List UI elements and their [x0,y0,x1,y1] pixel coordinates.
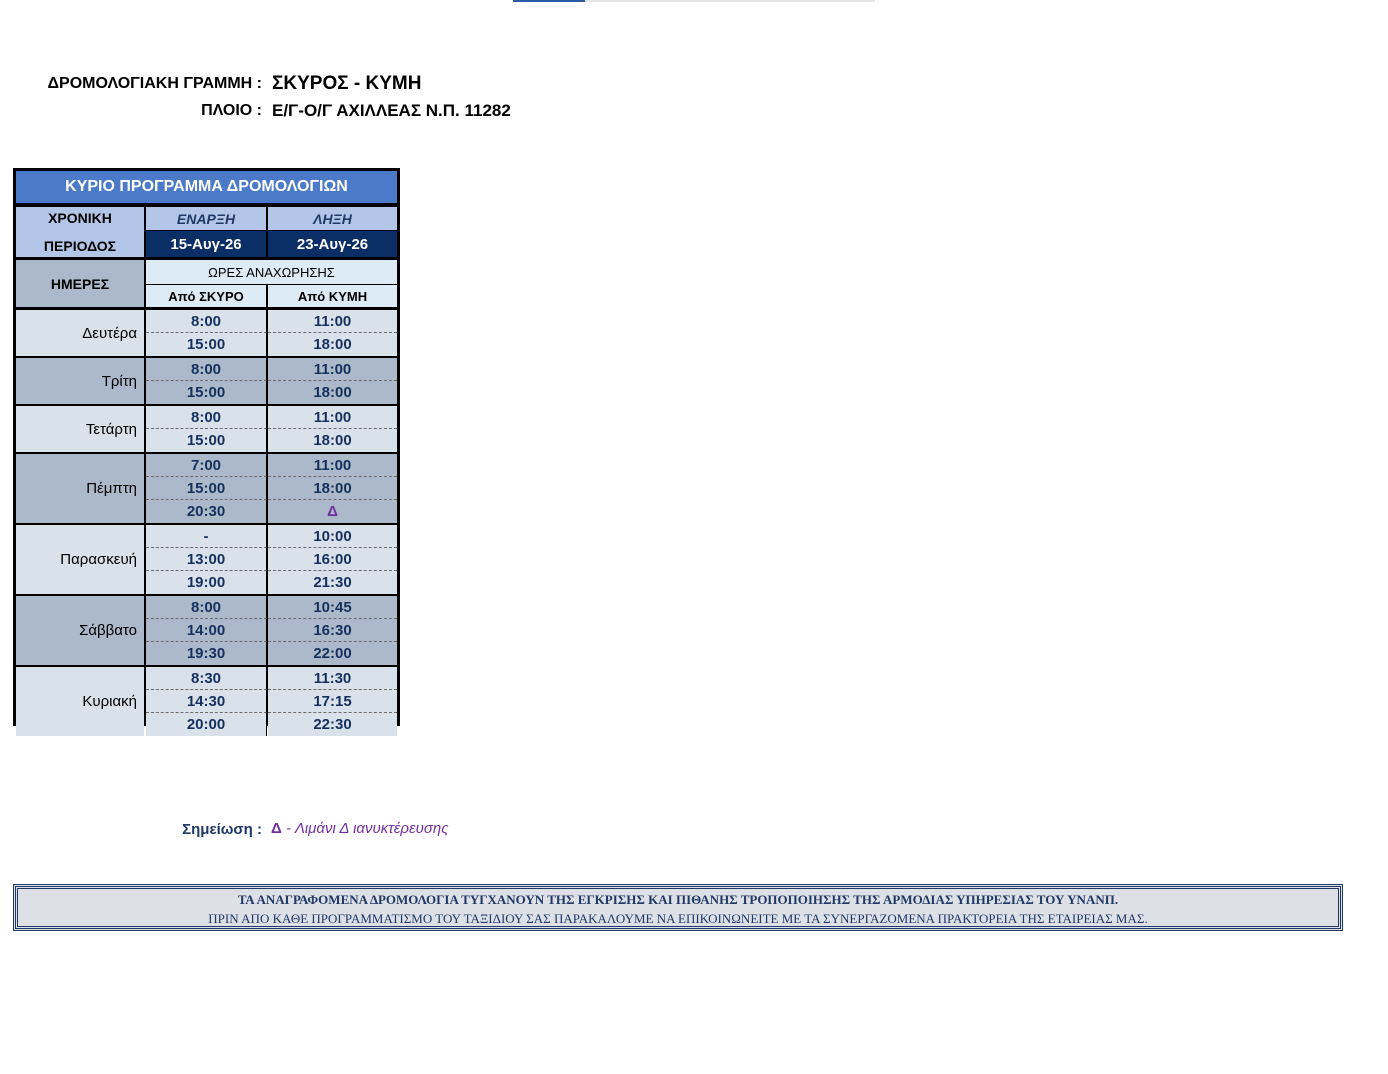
disclaimer-line-1: ΤΑ ΑΝΑΓΡΑΦΟΜΕΝΑ ΔΡΟΜΟΛΟΓΙΑ ΤΥΓΧΑΝΟΥΝ ΤΗΣ ΕΓΚΡΙΣΗΣ ΚΑΙ ΠΙΘΑΝΗΣ ΤΡΟΠΟΠΟΙΗΣΗΣ ΤΗΣ ΑΡΜΟΔΙΑΣ ΥΠΗΡΕΣΙΑΣ ΤΟΥ ΥΝΑΝΠ. [237,892,1119,907]
note-symbol: Δ [271,820,282,837]
day-name: Κυριακή [16,667,144,736]
days-label: ΗΜΕΡΕΣ [16,260,144,307]
departure-from-skyros: 15:00 [146,477,267,500]
departure-from-kymi: 11:00 [268,454,397,477]
departure-from-kymi: 18:00 [268,429,397,452]
departure-from-kymi: 18:00 [268,477,397,500]
departure-from-kymi: 11:00 [268,358,397,381]
departure-from-skyros: 15:00 [146,429,267,452]
departure-from-skyros: 15:00 [146,381,267,404]
day-name: Τρίτη [16,358,144,404]
departure-from-kymi: 18:00 [268,381,397,404]
departure-from-skyros: 7:00 [146,454,267,477]
departure-from-kymi: 17:15 [268,690,397,713]
departure-from-skyros: 19:30 [146,642,267,665]
day-name: Τετάρτη [16,406,144,452]
ship-label: ΠΛΟΙΟ : [201,102,262,119]
day-name: Δευτέρα [16,310,144,356]
schedule-title: ΚΥΡΙΟ ΠΡΟΓΡΑΜΜΑ ΔΡΟΜΟΛΟΓΙΩΝ [16,171,397,205]
departure-from-skyros: 15:00 [146,333,267,356]
departure-from-skyros: 20:30 [146,500,267,523]
start-date: 15-Αυγ-26 [146,231,266,257]
departure-from-skyros: 8:00 [146,406,267,429]
departure-from-kymi: 22:30 [268,713,397,736]
note-label: Σημείωση : [182,821,262,838]
departure-from-kymi: 22:00 [268,642,397,665]
departure-from-kymi: 16:30 [268,619,397,642]
end-label: ΛΗΞΗ [268,207,397,230]
departure-from-kymi: 10:00 [268,525,397,548]
departure-from-kymi: Δ [268,500,397,523]
departure-from-skyros: 8:00 [146,310,267,333]
end-date: 23-Αυγ-26 [268,231,397,257]
schedule-table [13,168,400,733]
departure-from-skyros: 8:30 [146,667,267,690]
departure-from-skyros: 14:30 [146,690,267,713]
route-value: ΣΚΥΡΟΣ - ΚΥΜΗ [272,73,422,94]
departure-from-skyros: 19:00 [146,571,267,594]
disclaimer-box [13,884,1343,931]
route-label: ΔΡΟΜΟΛΟΓΙΑΚΗ ΓΡΑΜΜΗ : [47,75,262,92]
departure-from-kymi: 11:30 [268,667,397,690]
start-label: ΕΝΑΡΞΗ [146,207,266,230]
departure-from-skyros: 14:00 [146,619,267,642]
from-kymi-label: Από ΚΥΜΗ [268,284,397,307]
departure-from-kymi: 16:00 [268,548,397,571]
period-label-line-2: ΠΕΡΙΟΔΟΣ [43,238,117,254]
departure-from-kymi: 11:00 [268,310,397,333]
departure-from-skyros: 13:00 [146,548,267,571]
departure-from-kymi: 10:45 [268,596,397,619]
departure-from-skyros: - [146,525,267,548]
departure-from-kymi: 18:00 [268,333,397,356]
ship-value: Ε/Γ-Ο/Γ ΑΧΙΛΛΕΑΣ Ν.Π. 11282 [272,101,511,120]
note-text [271,820,449,837]
period-label [16,207,144,257]
day-name: Πέμπτη [16,454,144,523]
note-description: - Λιμάνι Δ ιανυκτέρευσης [281,820,449,837]
departure-from-kymi: 11:00 [268,406,397,429]
day-name: Παρασκευή [16,525,144,594]
departure-from-skyros: 8:00 [146,358,267,381]
top-scroll-indicator [513,0,875,2]
top-scroll-indicator-thumb [513,0,585,2]
departure-from-skyros: 20:00 [146,713,267,736]
departures-label: ΩΡΕΣ ΑΝΑΧΩΡΗΣΗΣ [146,260,397,284]
from-skyros-label: Από ΣΚΥΡΟ [146,284,267,307]
period-label-line-1: ΧΡΟΝΙΚΗ [48,210,112,226]
departure-from-kymi: 21:30 [268,571,397,594]
disclaimer-line-2: ΠΡΙΝ ΑΠΟ ΚΑΘΕ ΠΡΟΓΡΑΜΜΑΤΙΣΜΟ ΤΟΥ ΤΑΞΙΔΙΟΥ ΣΑΣ ΠΑΡΑΚΑΛΟΥΜΕ ΝΑ ΕΠΙΚΟΙΝΩΝΕΙΤΕ ΜΕ ΤΑ ΣΥΝΕΡΓΑΖΟΜΕΝΑ ΠΡΑΚΤΟΡΕΙΑ ΤΗΣ ΕΤΑΙΡΕΙΑΣ ΜΑΣ. [208,911,1148,926]
day-name: Σάββατο [16,596,144,665]
departure-from-skyros: 8:00 [146,596,267,619]
